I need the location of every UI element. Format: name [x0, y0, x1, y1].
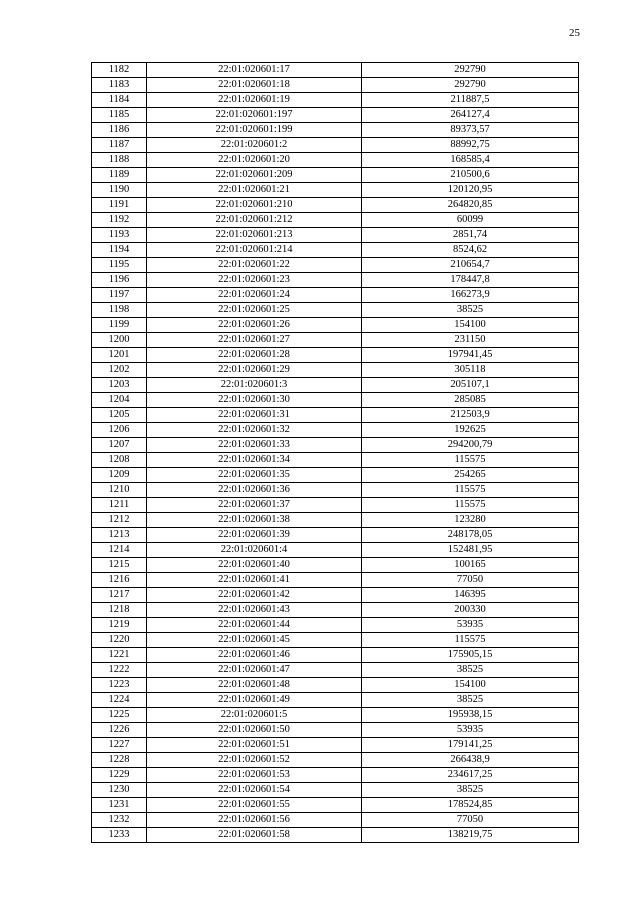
value-cell: 266438,9 — [362, 753, 579, 768]
table-row — [92, 648, 579, 663]
table-row — [92, 333, 579, 348]
row-number-cell: 1223 — [92, 678, 147, 693]
row-number-cell: 1196 — [92, 273, 147, 288]
row-number-cell: 1195 — [92, 258, 147, 273]
table-row — [92, 423, 579, 438]
value-cell: 138219,75 — [362, 828, 579, 843]
table-row — [92, 633, 579, 648]
row-number-cell: 1197 — [92, 288, 147, 303]
table-row — [92, 348, 579, 363]
table-row — [92, 738, 579, 753]
table-row — [92, 708, 579, 723]
cadastral-number-cell: 22:01:020601:42 — [147, 588, 362, 603]
value-cell: 178524,85 — [362, 798, 579, 813]
table-row — [92, 768, 579, 783]
row-number-cell: 1205 — [92, 408, 147, 423]
table-row — [92, 63, 579, 78]
table-row — [92, 273, 579, 288]
value-cell: 77050 — [362, 813, 579, 828]
value-cell: 152481,95 — [362, 543, 579, 558]
table-row — [92, 198, 579, 213]
cadastral-number-cell: 22:01:020601:209 — [147, 168, 362, 183]
cadastral-number-cell: 22:01:020601:47 — [147, 663, 362, 678]
cadastral-number-cell: 22:01:020601:51 — [147, 738, 362, 753]
table-row — [92, 363, 579, 378]
cadastral-number-cell: 22:01:020601:34 — [147, 453, 362, 468]
cadastral-number-cell: 22:01:020601:30 — [147, 393, 362, 408]
value-cell: 115575 — [362, 498, 579, 513]
value-cell: 285085 — [362, 393, 579, 408]
value-cell: 100165 — [362, 558, 579, 573]
row-number-cell: 1217 — [92, 588, 147, 603]
value-cell: 88992,75 — [362, 138, 579, 153]
cadastral-number-cell: 22:01:020601:31 — [147, 408, 362, 423]
table-row — [92, 153, 579, 168]
table-row — [92, 93, 579, 108]
value-cell: 175905,15 — [362, 648, 579, 663]
value-cell: 120120,95 — [362, 183, 579, 198]
value-cell: 292790 — [362, 63, 579, 78]
row-number-cell: 1185 — [92, 108, 147, 123]
cadastral-number-cell: 22:01:020601:23 — [147, 273, 362, 288]
cadastral-number-cell: 22:01:020601:26 — [147, 318, 362, 333]
row-number-cell: 1209 — [92, 468, 147, 483]
cadastral-number-cell: 22:01:020601:35 — [147, 468, 362, 483]
row-number-cell: 1187 — [92, 138, 147, 153]
table-row — [92, 213, 579, 228]
cadastral-number-cell: 22:01:020601:53 — [147, 768, 362, 783]
table-row — [92, 468, 579, 483]
row-number-cell: 1192 — [92, 213, 147, 228]
cadastral-number-cell: 22:01:020601:45 — [147, 633, 362, 648]
table-row — [92, 183, 579, 198]
row-number-cell: 1207 — [92, 438, 147, 453]
row-number-cell: 1193 — [92, 228, 147, 243]
row-number-cell: 1222 — [92, 663, 147, 678]
value-cell: 77050 — [362, 573, 579, 588]
value-cell: 179141,25 — [362, 738, 579, 753]
table-row — [92, 618, 579, 633]
table-row — [92, 783, 579, 798]
table-row — [92, 378, 579, 393]
table-row — [92, 528, 579, 543]
row-number-cell: 1232 — [92, 813, 147, 828]
cadastral-number-cell: 22:01:020601:54 — [147, 783, 362, 798]
table-row — [92, 78, 579, 93]
row-number-cell: 1204 — [92, 393, 147, 408]
value-cell: 197941,45 — [362, 348, 579, 363]
cadastral-number-cell: 22:01:020601:44 — [147, 618, 362, 633]
row-number-cell: 1200 — [92, 333, 147, 348]
value-cell: 195938,15 — [362, 708, 579, 723]
value-cell: 115575 — [362, 483, 579, 498]
value-cell: 168585,4 — [362, 153, 579, 168]
value-cell: 248178,05 — [362, 528, 579, 543]
value-cell: 212503,9 — [362, 408, 579, 423]
value-cell: 115575 — [362, 633, 579, 648]
table-row — [92, 678, 579, 693]
cadastral-number-cell: 22:01:020601:55 — [147, 798, 362, 813]
row-number-cell: 1213 — [92, 528, 147, 543]
row-number-cell: 1190 — [92, 183, 147, 198]
value-cell: 38525 — [362, 693, 579, 708]
table-row — [92, 123, 579, 138]
row-number-cell: 1233 — [92, 828, 147, 843]
value-cell: 146395 — [362, 588, 579, 603]
cadastral-number-cell: 22:01:020601:214 — [147, 243, 362, 258]
row-number-cell: 1211 — [92, 498, 147, 513]
table-row — [92, 288, 579, 303]
value-cell: 192625 — [362, 423, 579, 438]
table-row — [92, 483, 579, 498]
row-number-cell: 1206 — [92, 423, 147, 438]
cadastral-number-cell: 22:01:020601:213 — [147, 228, 362, 243]
table-row — [92, 168, 579, 183]
table-row — [92, 108, 579, 123]
value-cell: 123280 — [362, 513, 579, 528]
cadastral-number-cell: 22:01:020601:32 — [147, 423, 362, 438]
table-row — [92, 588, 579, 603]
table-row — [92, 438, 579, 453]
value-cell: 200330 — [362, 603, 579, 618]
cadastral-number-cell: 22:01:020601:28 — [147, 348, 362, 363]
value-cell: 2851,74 — [362, 228, 579, 243]
cadastral-number-cell: 22:01:020601:18 — [147, 78, 362, 93]
row-number-cell: 1199 — [92, 318, 147, 333]
value-cell: 53935 — [362, 618, 579, 633]
value-cell: 38525 — [362, 303, 579, 318]
row-number-cell: 1227 — [92, 738, 147, 753]
row-number-cell: 1230 — [92, 783, 147, 798]
value-cell: 292790 — [362, 78, 579, 93]
cadastral-number-cell: 22:01:020601:58 — [147, 828, 362, 843]
row-number-cell: 1191 — [92, 198, 147, 213]
row-number-cell: 1201 — [92, 348, 147, 363]
table-row — [92, 453, 579, 468]
cadastral-number-cell: 22:01:020601:38 — [147, 513, 362, 528]
table-row — [92, 813, 579, 828]
value-cell: 254265 — [362, 468, 579, 483]
value-cell: 38525 — [362, 663, 579, 678]
row-number-cell: 1228 — [92, 753, 147, 768]
table-row — [92, 318, 579, 333]
value-cell: 205107,1 — [362, 378, 579, 393]
cadastral-number-cell: 22:01:020601:3 — [147, 378, 362, 393]
table-row — [92, 138, 579, 153]
cadastral-number-cell: 22:01:020601:20 — [147, 153, 362, 168]
row-number-cell: 1225 — [92, 708, 147, 723]
page-number: 25 — [569, 27, 580, 39]
cadastral-value-table — [91, 62, 579, 843]
row-number-cell: 1194 — [92, 243, 147, 258]
cadastral-number-cell: 22:01:020601:2 — [147, 138, 362, 153]
table-row — [92, 408, 579, 423]
cadastral-number-cell: 22:01:020601:33 — [147, 438, 362, 453]
table-row — [92, 573, 579, 588]
row-number-cell: 1216 — [92, 573, 147, 588]
table-row — [92, 603, 579, 618]
value-cell: 231150 — [362, 333, 579, 348]
row-number-cell: 1220 — [92, 633, 147, 648]
value-cell: 89373,57 — [362, 123, 579, 138]
cadastral-number-cell: 22:01:020601:36 — [147, 483, 362, 498]
value-cell: 178447,8 — [362, 273, 579, 288]
row-number-cell: 1188 — [92, 153, 147, 168]
table-row — [92, 393, 579, 408]
table-row — [92, 723, 579, 738]
table-row — [92, 498, 579, 513]
cadastral-number-cell: 22:01:020601:25 — [147, 303, 362, 318]
row-number-cell: 1212 — [92, 513, 147, 528]
table-row — [92, 228, 579, 243]
table-row — [92, 753, 579, 768]
row-number-cell: 1203 — [92, 378, 147, 393]
cadastral-number-cell: 22:01:020601:197 — [147, 108, 362, 123]
cadastral-number-cell: 22:01:020601:199 — [147, 123, 362, 138]
row-number-cell: 1183 — [92, 78, 147, 93]
cadastral-number-cell: 22:01:020601:19 — [147, 93, 362, 108]
cadastral-number-cell: 22:01:020601:27 — [147, 333, 362, 348]
table-row — [92, 258, 579, 273]
value-cell: 264127,4 — [362, 108, 579, 123]
table-row — [92, 543, 579, 558]
row-number-cell: 1226 — [92, 723, 147, 738]
cadastral-number-cell: 22:01:020601:48 — [147, 678, 362, 693]
row-number-cell: 1186 — [92, 123, 147, 138]
cadastral-number-cell: 22:01:020601:37 — [147, 498, 362, 513]
cadastral-number-cell: 22:01:020601:5 — [147, 708, 362, 723]
table-row — [92, 558, 579, 573]
cadastral-number-cell: 22:01:020601:22 — [147, 258, 362, 273]
table-row — [92, 513, 579, 528]
row-number-cell: 1218 — [92, 603, 147, 618]
value-cell: 210654,7 — [362, 258, 579, 273]
row-number-cell: 1221 — [92, 648, 147, 663]
cadastral-number-cell: 22:01:020601:39 — [147, 528, 362, 543]
value-cell: 210500,6 — [362, 168, 579, 183]
row-number-cell: 1208 — [92, 453, 147, 468]
value-cell: 234617,25 — [362, 768, 579, 783]
value-cell: 305118 — [362, 363, 579, 378]
value-cell: 211887,5 — [362, 93, 579, 108]
row-number-cell: 1184 — [92, 93, 147, 108]
row-number-cell: 1202 — [92, 363, 147, 378]
cadastral-number-cell: 22:01:020601:4 — [147, 543, 362, 558]
table-row — [92, 303, 579, 318]
row-number-cell: 1224 — [92, 693, 147, 708]
value-cell: 264820,85 — [362, 198, 579, 213]
value-cell: 60099 — [362, 213, 579, 228]
value-cell: 166273,9 — [362, 288, 579, 303]
cadastral-number-cell: 22:01:020601:210 — [147, 198, 362, 213]
cadastral-number-cell: 22:01:020601:212 — [147, 213, 362, 228]
table-row — [92, 663, 579, 678]
row-number-cell: 1210 — [92, 483, 147, 498]
row-number-cell: 1231 — [92, 798, 147, 813]
row-number-cell: 1198 — [92, 303, 147, 318]
cadastral-number-cell: 22:01:020601:21 — [147, 183, 362, 198]
table-body — [92, 63, 579, 843]
table-row — [92, 243, 579, 258]
cadastral-number-cell: 22:01:020601:43 — [147, 603, 362, 618]
value-cell: 53935 — [362, 723, 579, 738]
cadastral-number-cell: 22:01:020601:40 — [147, 558, 362, 573]
value-cell: 154100 — [362, 678, 579, 693]
row-number-cell: 1219 — [92, 618, 147, 633]
cadastral-number-cell: 22:01:020601:50 — [147, 723, 362, 738]
value-cell: 8524,62 — [362, 243, 579, 258]
cadastral-number-cell: 22:01:020601:41 — [147, 573, 362, 588]
value-cell: 294200,79 — [362, 438, 579, 453]
cadastral-number-cell: 22:01:020601:56 — [147, 813, 362, 828]
cadastral-number-cell: 22:01:020601:17 — [147, 63, 362, 78]
cadastral-number-cell: 22:01:020601:49 — [147, 693, 362, 708]
cadastral-number-cell: 22:01:020601:29 — [147, 363, 362, 378]
row-number-cell: 1182 — [92, 63, 147, 78]
table-row — [92, 798, 579, 813]
row-number-cell: 1215 — [92, 558, 147, 573]
cadastral-number-cell: 22:01:020601:46 — [147, 648, 362, 663]
row-number-cell: 1189 — [92, 168, 147, 183]
value-cell: 154100 — [362, 318, 579, 333]
row-number-cell: 1214 — [92, 543, 147, 558]
cadastral-number-cell: 22:01:020601:52 — [147, 753, 362, 768]
value-cell: 38525 — [362, 783, 579, 798]
table-row — [92, 693, 579, 708]
cadastral-number-cell: 22:01:020601:24 — [147, 288, 362, 303]
value-cell: 115575 — [362, 453, 579, 468]
row-number-cell: 1229 — [92, 768, 147, 783]
table-row — [92, 828, 579, 843]
